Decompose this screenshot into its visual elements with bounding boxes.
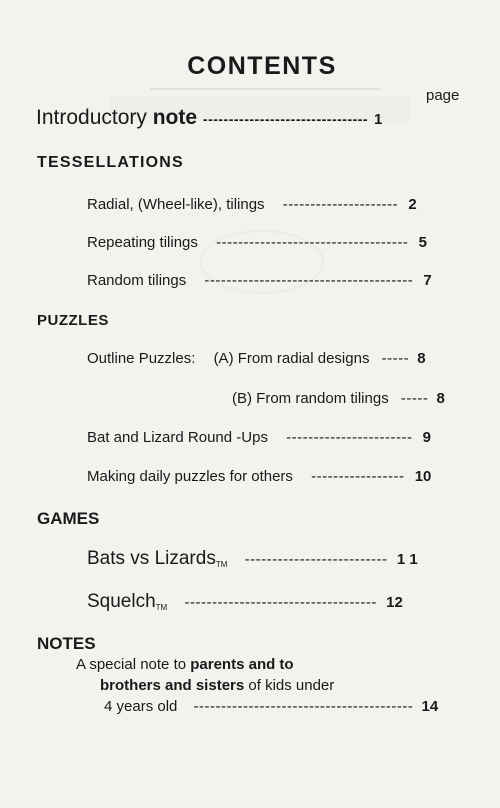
entry-sublabel: (A) From radial designs bbox=[213, 350, 370, 367]
leader-dashes: ---------------------------------------- bbox=[193, 698, 414, 715]
leader-dashes: -------------------------------------- bbox=[204, 272, 414, 289]
leader-dashes: ----- bbox=[381, 350, 410, 367]
page-number: 14 bbox=[421, 698, 439, 715]
page-number: 1 bbox=[373, 111, 383, 128]
leader-dashes: ----------------------- bbox=[286, 429, 413, 446]
toc-entry-repeating-tilings[interactable] bbox=[87, 234, 427, 251]
entry-label: 4 years old bbox=[104, 698, 178, 715]
leader-dashes: -------------------------------- bbox=[202, 111, 369, 127]
section-heading-notes: NOTES bbox=[37, 634, 96, 653]
entry-sublabel: (B) From random tilings bbox=[232, 390, 389, 407]
page-number: 9 bbox=[422, 429, 432, 446]
page-title: CONTENTS bbox=[187, 52, 337, 80]
notes-line-2 bbox=[100, 677, 334, 694]
toc-entry-bats-vs-lizards[interactable] bbox=[87, 548, 418, 570]
entry-label: Bats vs Lizards bbox=[87, 548, 216, 569]
entry-label-bold: note bbox=[152, 106, 198, 129]
trademark-mark: TM bbox=[155, 603, 168, 612]
toc-entry-random-tilings[interactable] bbox=[87, 272, 432, 289]
page-number: 8 bbox=[436, 390, 445, 407]
entry-label: Bat and Lizard Round -Ups bbox=[87, 429, 268, 446]
page-number: 8 bbox=[417, 350, 426, 367]
page-number: 5 bbox=[418, 234, 427, 251]
trademark-mark: TM bbox=[215, 560, 228, 569]
notes-text: of kids under bbox=[244, 677, 335, 694]
leader-dashes: ----------------------------------- bbox=[216, 234, 409, 251]
entry-label: Random tilings bbox=[87, 272, 187, 289]
entry-label: Squelch bbox=[87, 591, 156, 612]
notes-line-1 bbox=[76, 656, 294, 673]
entry-label: Introductory bbox=[36, 106, 147, 129]
section-heading-puzzles: PUZZLES bbox=[37, 312, 109, 329]
toc-entry-introductory-note[interactable] bbox=[36, 106, 382, 130]
leader-dashes: ----- bbox=[400, 390, 429, 407]
page-number: 12 bbox=[386, 594, 403, 611]
page-number: 1 1 bbox=[396, 551, 418, 568]
toc-entry-radial-tilings[interactable] bbox=[87, 196, 417, 213]
leader-dashes: ----------------------------------- bbox=[184, 594, 377, 611]
entry-label: Making daily puzzles for others bbox=[87, 468, 293, 485]
entry-label: Radial, (Wheel-like), tilings bbox=[87, 196, 265, 213]
page-number: 2 bbox=[408, 196, 417, 213]
toc-entry-outline-puzzles-a[interactable] bbox=[87, 350, 426, 367]
notes-text-bold: brothers and sisters bbox=[100, 677, 245, 694]
toc-entry-special-note[interactable] bbox=[104, 698, 438, 715]
page-number: 7 bbox=[423, 272, 432, 289]
notes-text-bold: parents and to bbox=[190, 656, 294, 673]
section-heading-games: GAMES bbox=[37, 509, 100, 528]
entry-label: Outline Puzzles: bbox=[87, 350, 196, 367]
toc-entry-outline-puzzles-b[interactable] bbox=[232, 390, 445, 407]
leader-dashes: -------------------------- bbox=[244, 551, 388, 568]
section-heading-tessellations: TESSELLATIONS bbox=[37, 154, 184, 171]
page-number: 10 bbox=[414, 468, 432, 485]
leader-dashes: --------------------- bbox=[282, 196, 399, 213]
entry-label: Repeating tilings bbox=[87, 234, 198, 251]
notes-text: A special note to bbox=[76, 656, 191, 673]
toc-entry-daily-puzzles[interactable] bbox=[87, 468, 431, 485]
toc-entry-round-ups[interactable] bbox=[87, 429, 431, 446]
leader-dashes: ----------------- bbox=[311, 468, 405, 485]
toc-entry-squelch[interactable] bbox=[87, 591, 403, 613]
page-column-label: page bbox=[426, 87, 460, 104]
